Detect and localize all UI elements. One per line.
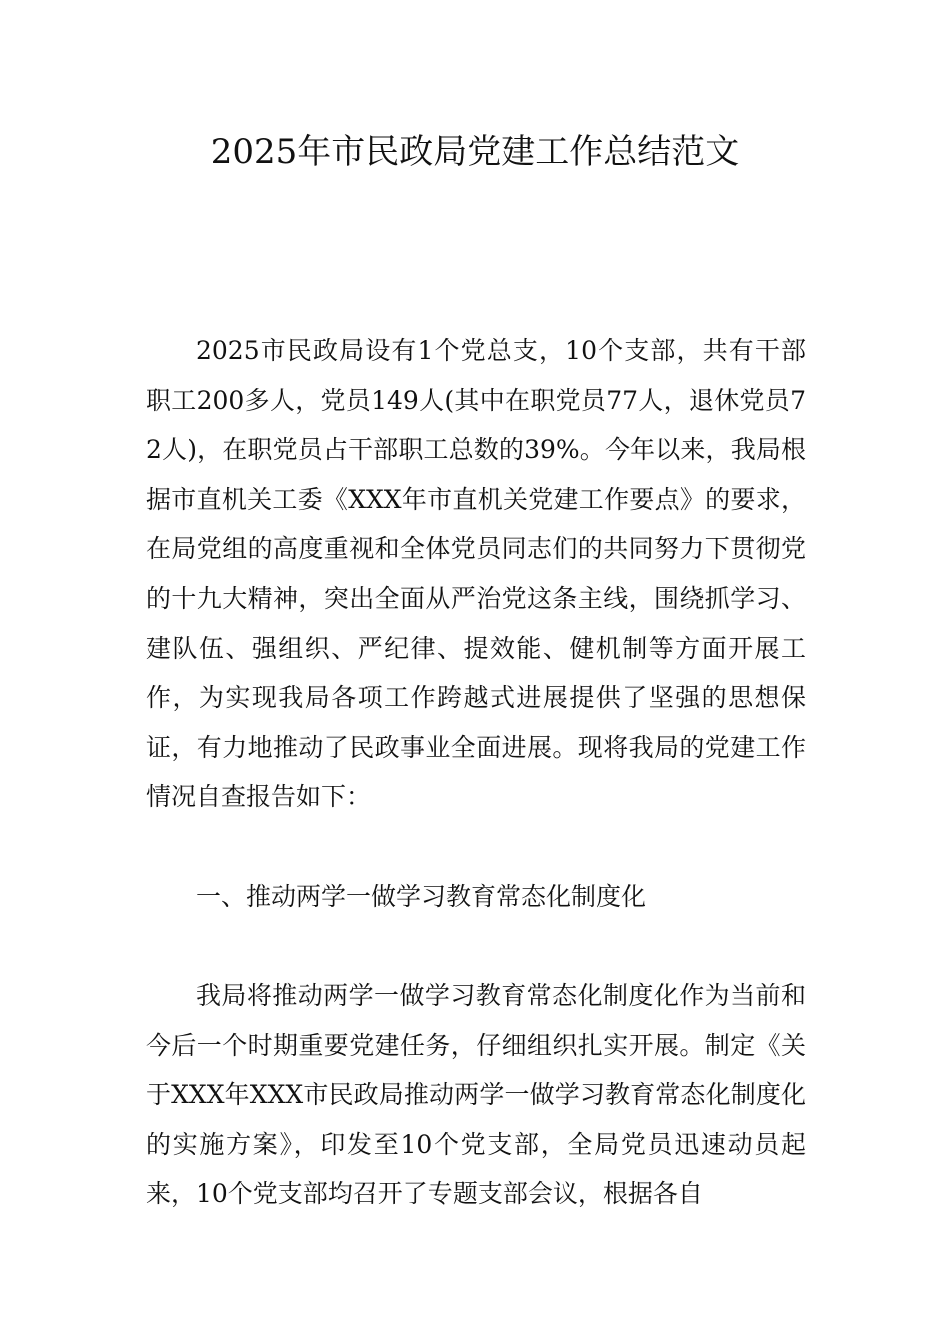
intro-paragraph: 2025市民政局设有1个党总支，10个支部，共有干部职工200多人，党员149人(其中在职党员77人，退休党员72人)，在职党员占干部职工总数的39%。今年以来，我局根据市直机关工委《XXX年市直机关党建工作要点》的要求，在局党组的高度重视和全体党员同志们的共同努力下贯彻党的十九大精神，突出全面从严治党这条主线，围绕抓学习、建队伍、强组织、严纪律、提效能、健机制等方面开展工作，为实现我局各项工作跨越式进展提供了坚强的思想保证，有力地推动了民政事业全面进展。现将我局的党建工作情况自查报告如下： <box>146 336 806 812</box>
section-heading-1: 一、推动两学一做学习教育常态化制度化 <box>196 882 647 911</box>
section-1-paragraph: 我局将推动两学一做学习教育常态化制度化作为当前和今后一个时期重要党建任务，仔细组织扎实开展。制定《关于XXX年XXX市民政局推动两学一做学习教育常态化制度化的实施方案》，印发至10个党支部，全局党员迅速动员起来，10个党支部均召开了专题支部会议，根据各自 <box>146 981 806 1209</box>
document-title: 2025年市民政局党建工作总结范文 <box>210 132 740 172</box>
